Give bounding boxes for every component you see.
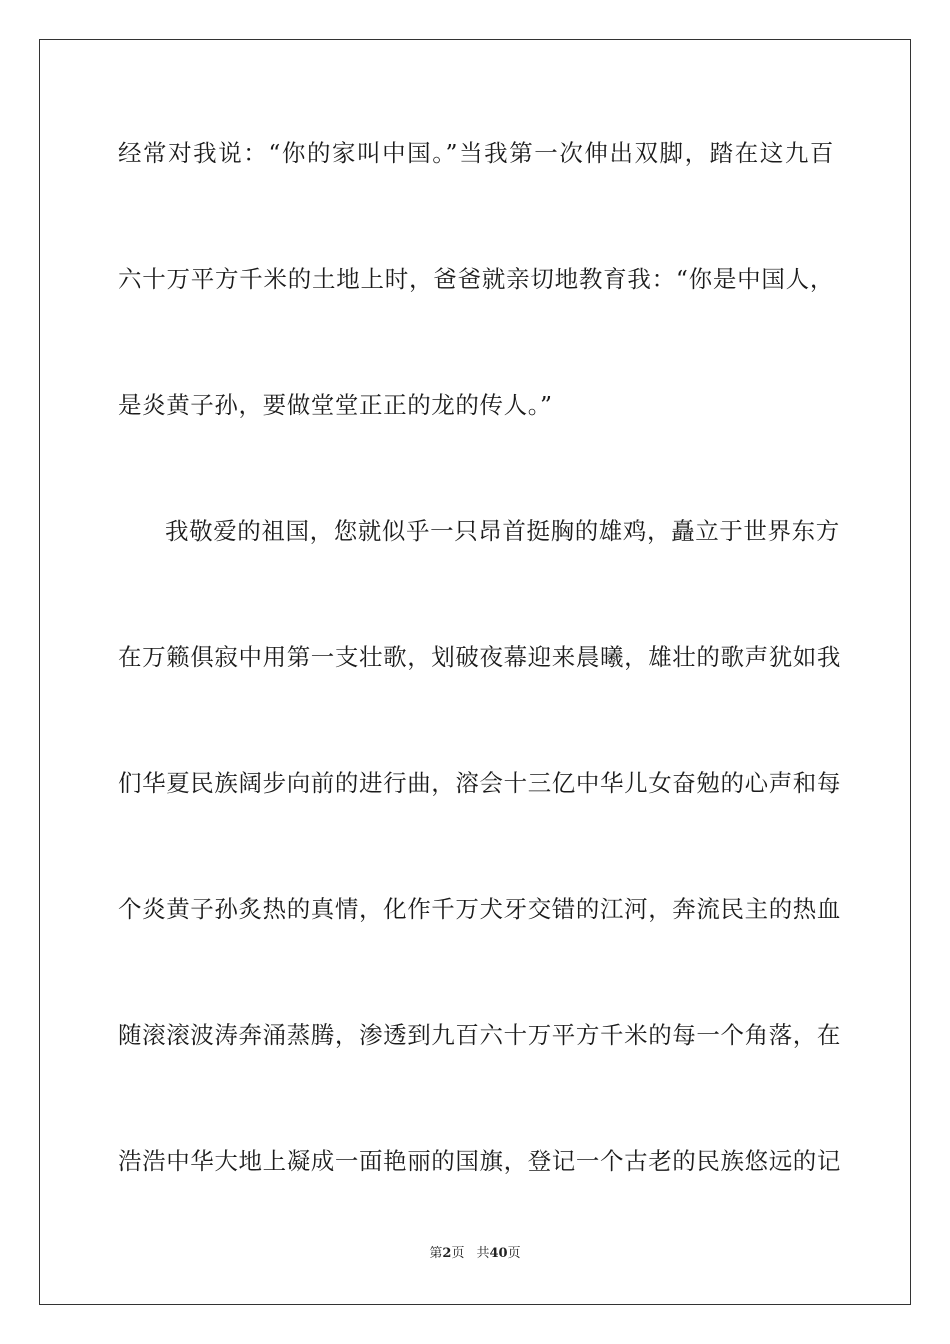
text-line-9: 浩浩中华大地上凝成一面艳丽的国旗，登记一个古老的民族悠远的记 [118, 1147, 841, 1175]
page-footer [0, 1246, 950, 1262]
text-line-1: 经常对我说：“你的家叫中国。”当我第一次伸出双脚，踏在这九百 [118, 139, 834, 167]
page-number: 2 [442, 1246, 452, 1261]
text-line-4: 我敬爱的祖国，您就似乎一只昂首挺胸的雄鸡，矗立于世界东方 [165, 517, 840, 545]
total-suffix: 页 [507, 1246, 521, 1261]
text-line-6: 们华夏民族阔步向前的进行曲，溶会十三亿中华儿女奋勉的心声和每 [118, 769, 841, 797]
total-pages: 40 [489, 1246, 508, 1261]
text-line-5: 在万籁俱寂中用第一支壮歌，划破夜幕迎来晨曦，雄壮的歌声犹如我 [118, 643, 841, 671]
text-line-8: 随滚滚波涛奔涌蒸腾，渗透到九百六十万平方千米的每一个角落，在 [118, 1021, 841, 1049]
total-prefix: 共 [476, 1246, 490, 1261]
page-border [39, 39, 911, 1305]
page-suffix: 页 [451, 1246, 465, 1261]
text-line-2: 六十万平方千米的土地上时，爸爸就亲切地教育我：“你是中国人， [118, 265, 834, 293]
text-line-7: 个炎黄子孙炙热的真情，化作千万犬牙交错的江河，奔流民主的热血 [118, 895, 841, 923]
page-prefix: 第 [429, 1246, 443, 1261]
text-line-3: 是炎黄子孙，要做堂堂正正的龙的传人。” [118, 391, 553, 419]
